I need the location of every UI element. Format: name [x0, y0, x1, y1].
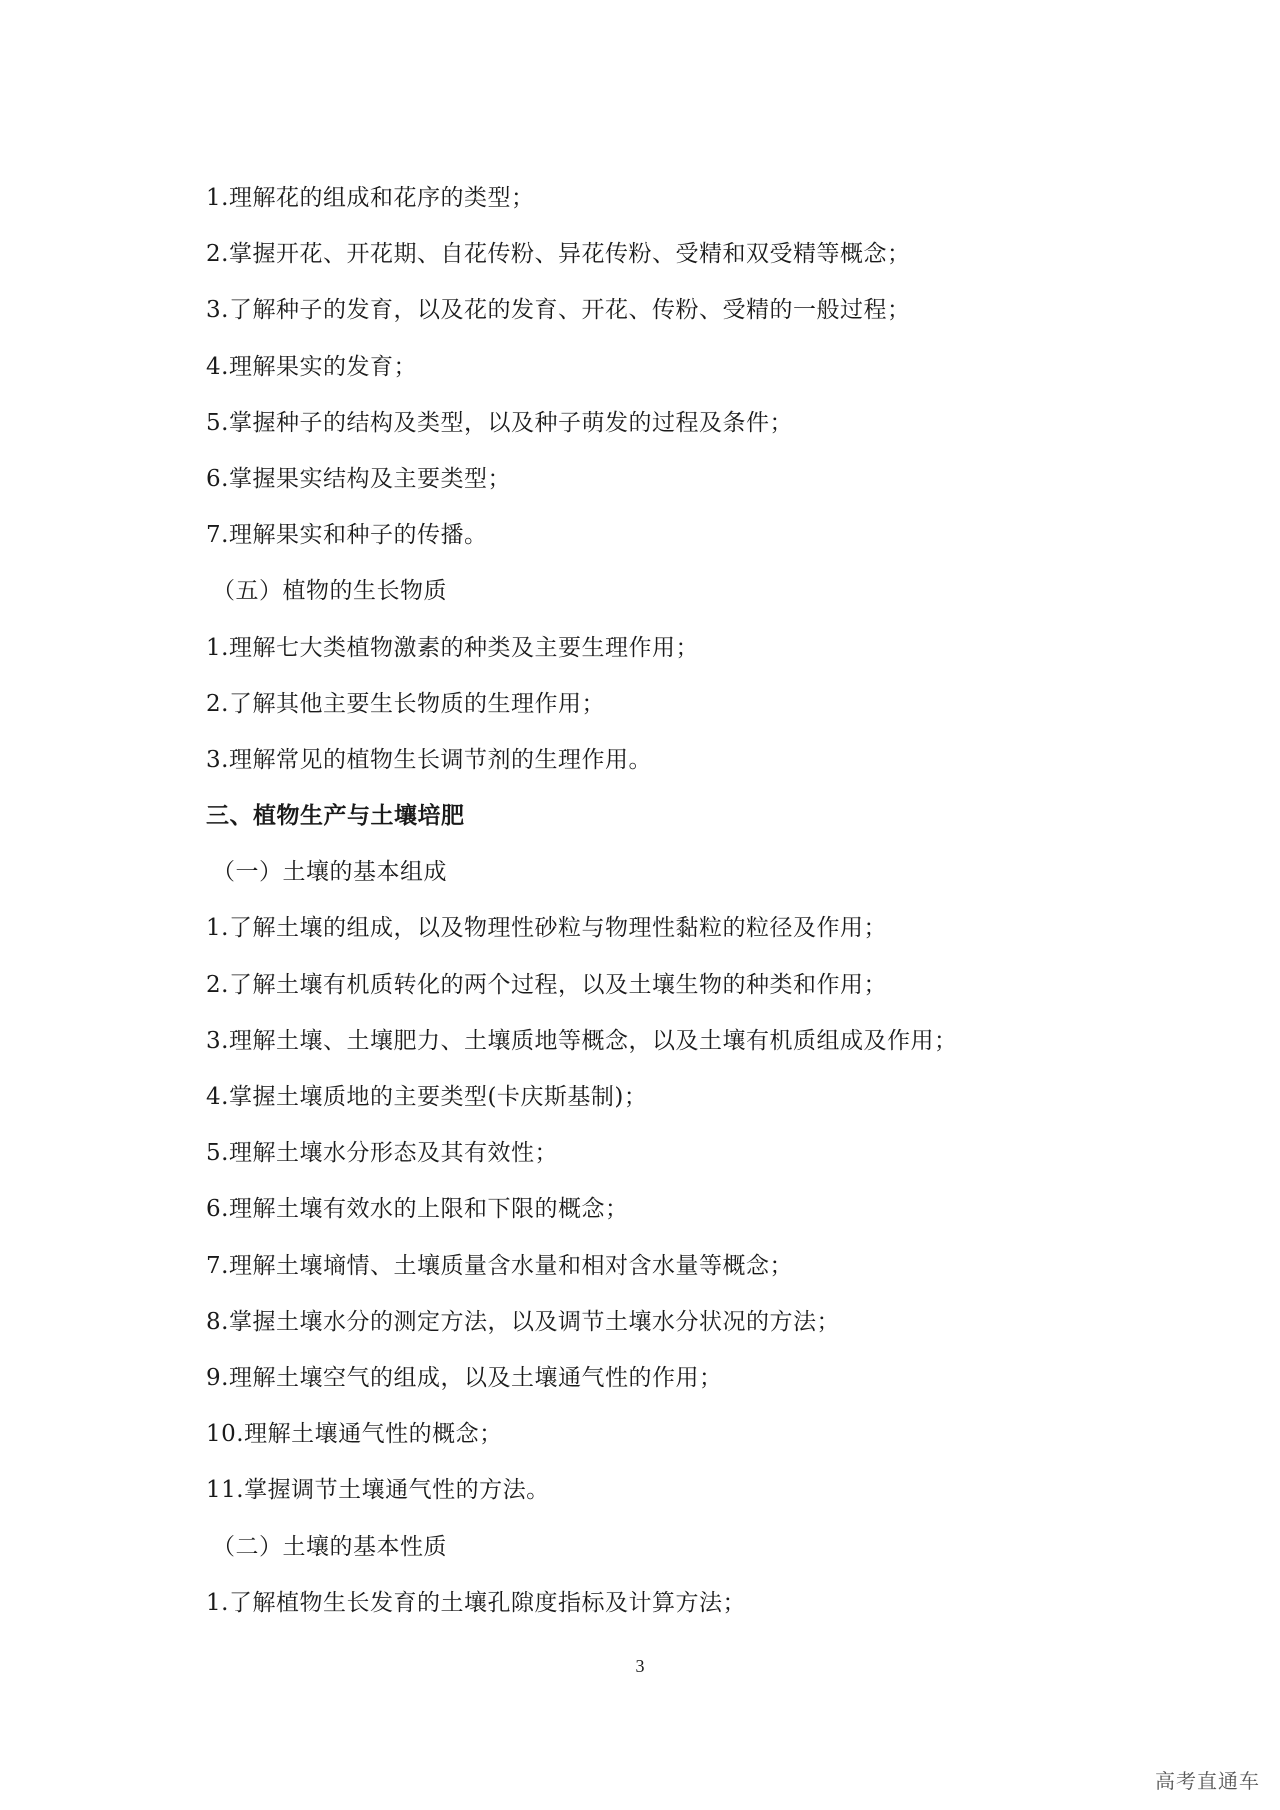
list-item: 1.了解土壤的组成，以及物理性砂粒与物理性黏粒的粒径及作用； — [206, 915, 887, 942]
list-item: 1.理解花的组成和花序的类型； — [206, 185, 535, 211]
section-heading: 三、植物生产与土壤培肥 — [206, 803, 465, 830]
list-item: 10.理解土壤通气性的概念； — [206, 1421, 503, 1448]
list-item: 2.掌握开花、开花期、自花传粉、异花传粉、受精和双受精等概念； — [206, 241, 911, 268]
list-item: 7.理解土壤墒情、土壤质量含水量和相对含水量等概念； — [206, 1252, 793, 1279]
list-item: 4.理解果实的发育； — [206, 353, 417, 380]
subsection-title: （二）土壤的基本性质 — [212, 1533, 447, 1560]
list-item: 3.理解常见的植物生长调节剂的生理作用。 — [206, 746, 652, 773]
list-item: 1.理解七大类植物激素的种类及主要生理作用； — [206, 634, 699, 661]
list-item: 3.了解种子的发育，以及花的发育、开花、传粉、受精的一般过程； — [206, 297, 911, 324]
list-item: 11.掌握调节土壤通气性的方法。 — [206, 1477, 550, 1504]
watermark-text: 高考直通车 — [1155, 1769, 1260, 1793]
list-item: 5.理解土壤水分形态及其有效性； — [206, 1140, 558, 1167]
subsection-title: （一）土壤的基本组成 — [212, 859, 447, 886]
list-item: 1.了解植物生长发育的土壤孔隙度指标及计算方法； — [206, 1589, 746, 1616]
list-item: 8.掌握土壤水分的测定方法，以及调节土壤水分状况的方法； — [206, 1308, 840, 1335]
page-number: 3 — [635, 1656, 645, 1676]
list-item: 9.理解土壤空气的组成，以及土壤通气性的作用； — [206, 1364, 723, 1391]
list-item: 6.理解土壤有效水的上限和下限的概念； — [206, 1196, 629, 1223]
list-item: 3.理解土壤、土壤肥力、土壤质地等概念，以及土壤有机质组成及作用； — [206, 1027, 958, 1054]
subsection-title: （五）植物的生长物质 — [212, 578, 447, 605]
list-item: 7.理解果实和种子的传播。 — [206, 522, 488, 549]
list-item: 4.掌握土壤质地的主要类型(卡庆斯基制)； — [206, 1084, 648, 1110]
list-item: 2.了解其他主要生长物质的生理作用； — [206, 690, 605, 717]
list-item: 5.掌握种子的结构及类型，以及种子萌发的过程及条件； — [206, 409, 793, 436]
document-body — [206, 170, 1106, 1631]
list-item: 6.掌握果实结构及主要类型； — [206, 465, 511, 492]
list-item: 2.了解土壤有机质转化的两个过程，以及土壤生物的种类和作用； — [206, 971, 887, 998]
